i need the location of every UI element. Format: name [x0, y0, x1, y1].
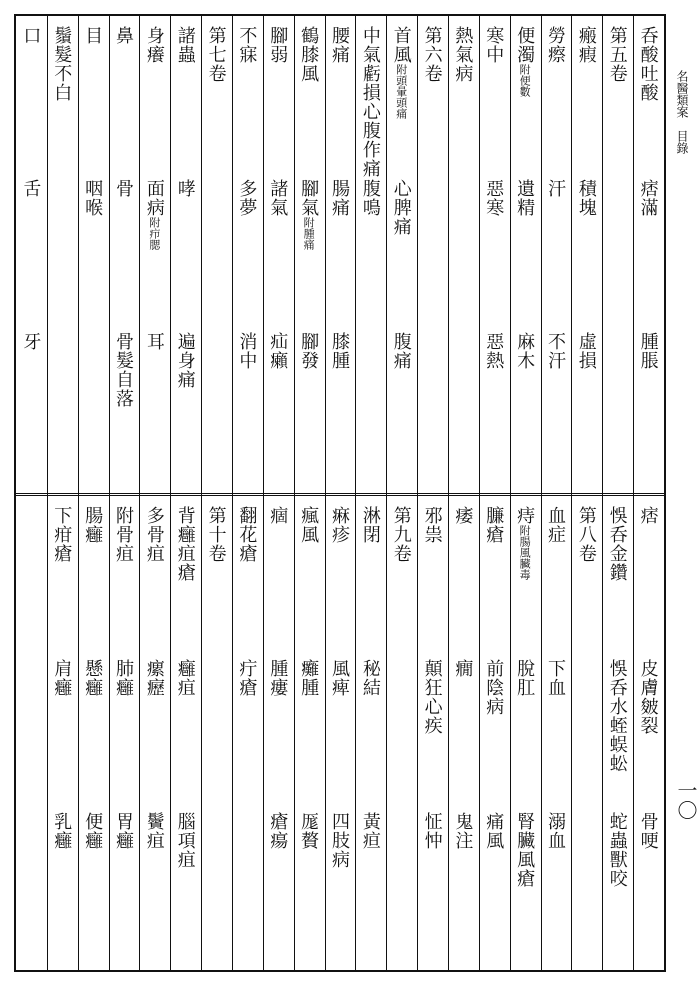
- catalog-entry: 腹痛: [390, 332, 412, 370]
- column-rule: [139, 16, 140, 970]
- catalog-entry: 腫瘻: [267, 659, 289, 697]
- catalog-entry: 第六卷: [421, 26, 443, 83]
- catalog-entry: 痞滿: [637, 179, 659, 217]
- catalog-entry: 腸癰: [82, 506, 104, 544]
- column-rule: [232, 16, 233, 970]
- catalog-entry: 腳發: [298, 332, 320, 370]
- column-rule: [417, 16, 418, 970]
- half-divider: [16, 493, 664, 496]
- catalog-entry: 遺精: [514, 179, 536, 217]
- catalog-entry: 下血: [545, 659, 566, 697]
- catalog-entry: 肺癰: [113, 659, 134, 697]
- column-rule: [170, 16, 171, 970]
- column-rule: [571, 16, 572, 970]
- catalog-entry: 癰疽: [174, 659, 196, 697]
- column-rule: [510, 16, 511, 970]
- catalog-entry: 鬢疽: [143, 812, 165, 850]
- catalog-entry: 痳疹: [329, 506, 350, 544]
- catalog-entry: 骨髮自落: [113, 332, 134, 408]
- catalog-entry: 痔附腸風臟毒: [514, 506, 536, 580]
- catalog-entry: 蛇蟲獸咬: [606, 812, 628, 888]
- catalog-entry: 諸蟲: [174, 26, 196, 64]
- catalog-entry: 鶴膝風: [298, 26, 320, 83]
- catalog-entry: 諸氣: [267, 179, 289, 217]
- catalog-entry: 身癢: [143, 26, 165, 64]
- catalog-entry: 翻花瘡: [236, 506, 258, 563]
- catalog-entry: 腫脹: [637, 332, 659, 370]
- catalog-entry: 麻木: [514, 332, 536, 370]
- catalog-entry: 秘結: [359, 659, 381, 697]
- column-rule: [263, 16, 264, 970]
- catalog-entry: 便濁附便數: [514, 26, 536, 97]
- column-rule: [294, 16, 295, 970]
- catalog-entry: 虛損: [575, 332, 597, 370]
- column-rule: [201, 16, 202, 970]
- catalog-entry: 鼻: [113, 26, 134, 45]
- catalog-entry: 附骨疽: [113, 506, 134, 563]
- catalog-entry: 第八卷: [575, 506, 597, 563]
- catalog-entry: 腸痛: [329, 179, 350, 217]
- catalog-entry: 哮: [174, 179, 196, 198]
- catalog-entry: 不汗: [545, 332, 566, 370]
- catalog-entry: 勞瘵: [545, 26, 566, 64]
- catalog-entry: 多夢: [236, 179, 258, 217]
- catalog-entry: 膝腫: [329, 332, 350, 370]
- catalog-entry: 消中: [236, 332, 258, 370]
- catalog-entry: 乳癰: [51, 812, 73, 850]
- column-rule: [109, 16, 110, 970]
- catalog-entry: 腎臟風瘡: [514, 812, 536, 888]
- catalog-entry: 瘢瘕: [575, 26, 597, 64]
- column-rule: [325, 16, 326, 970]
- column-rule: [448, 16, 449, 970]
- catalog-entry: 瘰癧: [143, 659, 165, 697]
- catalog-entry: 癇: [452, 659, 474, 678]
- catalog-table: [14, 14, 666, 972]
- catalog-entry: 痼: [267, 506, 289, 525]
- catalog-entry: 寒中: [483, 26, 505, 64]
- catalog-entry: 便癰: [82, 812, 104, 850]
- catalog-entry: 多骨疽: [143, 506, 165, 563]
- catalog-entry: 鬚髮不白: [51, 26, 73, 102]
- catalog-entry: 舌: [20, 179, 42, 198]
- catalog-entry: 肩癰: [51, 659, 73, 697]
- catalog-entry: 首風附頭暈頭痛: [390, 26, 412, 119]
- catalog-entry: 第九卷: [390, 506, 412, 563]
- column-rule: [541, 16, 542, 970]
- catalog-entry: 四肢病: [329, 812, 350, 869]
- catalog-entry: 懸癰: [82, 659, 104, 697]
- catalog-entry: 背癰疽瘡: [174, 506, 196, 582]
- column-rule: [355, 16, 356, 970]
- catalog-entry: 咽喉: [82, 179, 104, 217]
- column-rule: [633, 16, 634, 970]
- catalog-entry: 痿: [452, 506, 474, 525]
- catalog-entry: 面病附疖腮: [143, 179, 165, 250]
- catalog-entry: 血症: [545, 506, 566, 544]
- catalog-entry: 骨: [113, 179, 134, 198]
- catalog-entry: 第五卷: [606, 26, 628, 83]
- catalog-entry: 腳弱: [267, 26, 289, 64]
- catalog-entry: 顛狂心疾: [421, 659, 443, 735]
- catalog-entry: 積塊: [575, 179, 597, 217]
- catalog-entry: 邪祟: [421, 506, 443, 544]
- catalog-entry: 不寐: [236, 26, 258, 64]
- catalog-entry: 悞呑水蛭蜈蚣: [606, 659, 628, 773]
- catalog-entry: 腹鳴: [359, 179, 381, 217]
- column-rule: [479, 16, 480, 970]
- catalog-entry: 胃癰: [113, 812, 134, 850]
- catalog-entry: 悞呑金鑽: [606, 506, 628, 582]
- page-number: 一〇: [674, 780, 698, 820]
- catalog-entry: 鬼注: [452, 812, 474, 850]
- catalog-entry: 中氣虧損心腹作痛: [359, 26, 381, 178]
- catalog-entry: 腳氣附腫痛: [298, 179, 320, 250]
- catalog-entry: 第七卷: [205, 26, 227, 83]
- catalog-entry: 目: [82, 26, 104, 45]
- catalog-entry: 黃疸: [359, 812, 381, 850]
- column-rule: [47, 16, 48, 970]
- column-rule: [386, 16, 387, 970]
- catalog-entry: 骨哽: [637, 812, 659, 850]
- catalog-entry: 熱氣病: [452, 26, 474, 83]
- column-rule: [78, 16, 79, 970]
- column-rule: [602, 16, 603, 970]
- catalog-entry: 疝癩: [267, 332, 289, 370]
- catalog-entry: 脫肛: [514, 659, 536, 697]
- catalog-entry: 風痺: [329, 659, 350, 697]
- catalog-entry: 耳: [143, 332, 165, 351]
- catalog-entry: 前陰病: [483, 659, 505, 716]
- catalog-entry: 瘡瘍: [267, 812, 289, 850]
- catalog-entry: 疔瘡: [236, 659, 258, 697]
- catalog-entry: 溺血: [545, 812, 566, 850]
- catalog-entry: 腦項疽: [174, 812, 196, 869]
- catalog-entry: 厖贅: [298, 812, 320, 850]
- catalog-entry: 淋閉: [359, 506, 381, 544]
- catalog-entry: 心脾痛: [390, 179, 412, 236]
- catalog-entry: 惡寒: [483, 179, 505, 217]
- catalog-entry: 痞: [637, 506, 659, 525]
- catalog-entry: 瘋風: [298, 506, 320, 544]
- catalog-entry: 遍身痛: [174, 332, 196, 389]
- catalog-entry: 惡熱: [483, 332, 505, 370]
- catalog-entry: 臁瘡: [483, 506, 505, 544]
- catalog-entry: 怔忡: [421, 812, 443, 850]
- catalog-entry: 第十卷: [205, 506, 227, 563]
- margin-title: 名醫類案 目錄: [675, 70, 689, 154]
- catalog-entry: 汗: [545, 179, 566, 198]
- catalog-entry: 腰痛: [329, 26, 350, 64]
- catalog-entry: 呑酸吐酸: [637, 26, 659, 102]
- catalog-entry: 癱腫: [298, 659, 320, 697]
- catalog-entry: 口: [20, 26, 42, 45]
- catalog-entry: 牙: [20, 332, 42, 351]
- catalog-entry: 痛風: [483, 812, 505, 850]
- catalog-entry: 下疳瘡: [51, 506, 73, 563]
- catalog-entry: 皮膚皴裂: [637, 659, 659, 735]
